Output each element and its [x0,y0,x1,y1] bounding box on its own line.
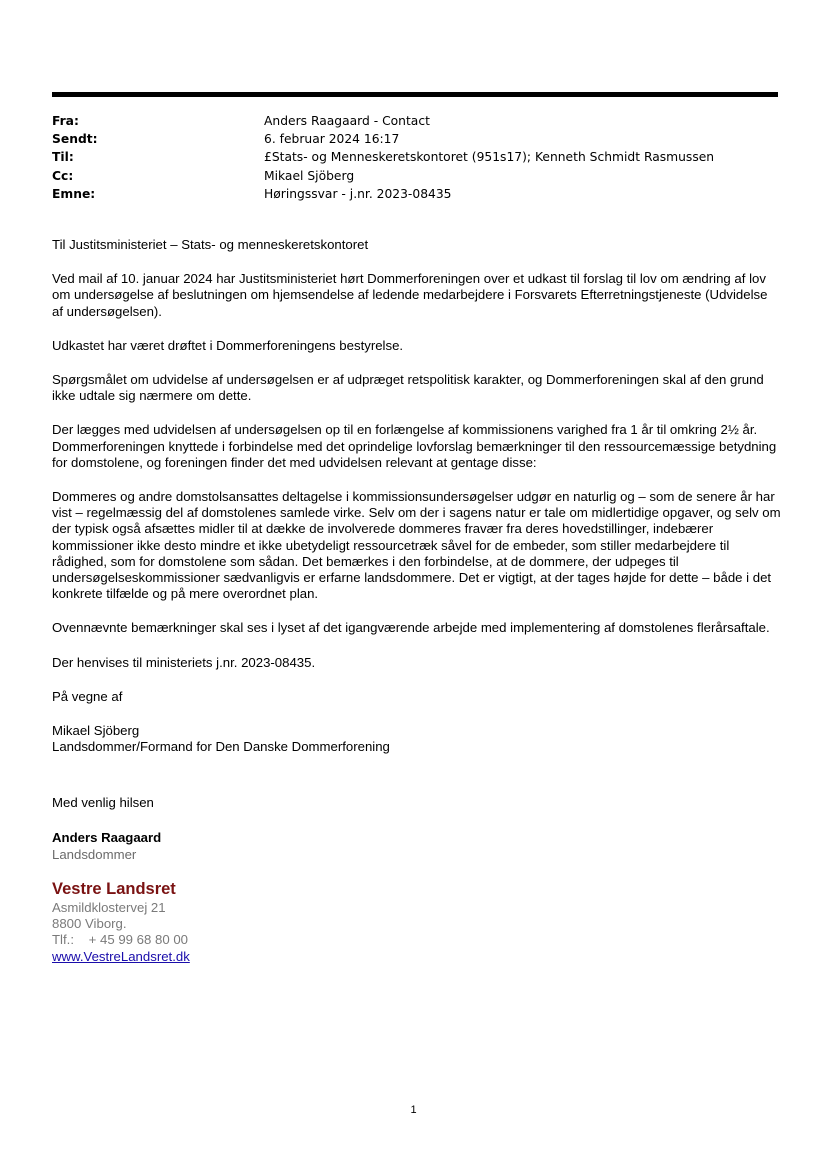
greeting: Til Justitsministeriet – Stats- og menneskeretskontoret [52,237,369,252]
from-label: Fra: [52,114,79,128]
signature-name: Anders Raagaard [52,830,162,845]
subject-value: Høringssvar - j.nr. 2023-08435 [264,186,452,201]
cc-value: Mikael Sjöberg [264,168,355,183]
header-row-sent [52,130,778,148]
cc-label: Cc: [52,168,74,183]
signature-title: Landsdommer [52,847,137,862]
from-value: Anders Raagaard - Contact [264,114,430,128]
paragraph-reference: Der henvises til ministeriets j.nr. 2023-08435. [52,654,316,670]
email-header [52,112,778,203]
sent-value: 6. februar 2024 16:17 [264,132,400,147]
address-city: 8800 Viborg. [52,916,127,932]
email-body [52,237,782,755]
header-row-to [52,148,778,166]
paragraph-board: Udkastet har været drøftet i Dommerforeningens bestyrelse. [52,337,404,353]
header-row-from [52,112,778,130]
header-rule [52,92,778,97]
header-row-subject [52,185,778,203]
on-behalf-of: På vegne af [52,688,123,704]
paragraph-resources: Dommeres og andre domstolsansattes deltagelse i kommissionsundersøgelser udgør en naturlig og – som de senere år har vist – regelmæssig del af domstolenes samlede virke. Selv om der i sagens natur er tale om midlertidige opgaver, og selv om der typisk også afsættes midler til at dække de involverede dommeres fravær fra deres hovedstillinger, indebærer kommissioner ikke desto mindre et ikke ubetydeligt ressourcetræk såvel for de embeder, som stiller medarbejdere til rådighed, som for domstolene som sådan. Det bemærkes i den forbindelse, at de dommere, der udpeges til undersøgelseskommissioner sædvanligvis er erfarne landsdommere. Det er vigtigt, at der tages højde for dette – både i det konkrete tilfælde og på mere overordnet plan. [52,489,781,602]
sent-label: Sendt: [52,132,98,147]
paragraph-hearing: Ved mail af 10. januar 2024 har Justitsministeriet hørt Dommerforeningen over et udkast til forslag til lov om ændring af lov om undersøgelse af beslutningen om hjemsendelse af ledende medarbejdere i Forsvarets Efterretningstjeneste (Udvidelse af undersøgelsen). [52,271,768,319]
address-street: Asmildklostervej 21 [52,900,166,915]
to-value: £Stats- og Menneskeretskontoret (951s17); Kenneth Schmidt Rasmussen [264,150,715,165]
signer-title: Landsdommer/Formand for Den Danske Dommerforening [52,739,390,755]
website-link[interactable]: www.VestreLandsret.dk [52,948,190,964]
paragraph-context: Ovennævnte bemærkninger skal ses i lyset af det igangværende arbejde med implementering af domstolenes flerårsaftale. [52,620,770,636]
closing-line: Med venlig hilsen [52,795,154,810]
phone-number: Tlf.: + 45 99 68 80 00 [52,932,188,948]
court-address [52,900,190,965]
header-row-cc [52,167,778,185]
to-label: Til: [52,150,74,165]
paragraph-policy: Spørgsmålet om udvidelse af undersøgelsen er af udpræget retspolitisk karakter, og Dommerforeningen skal af den grund ikke udtale sig nærmere om dette. [52,372,764,404]
subject-label: Emne: [52,186,96,201]
signer-name: Mikael Sjöberg [52,723,140,739]
page-number: 1 [410,1104,417,1116]
paragraph-extension: Der lægges med udvidelsen af undersøgelsen op til en forlængelse af kommissionens varighed fra 1 år til omkring 2½ år. Dommerforeningen knyttede i forbindelse med det oprindelige lovforslag bemærkninger til den ressourcemæssige betydning for domstolene, og foreningen finder det med udvidelsen relevant at gentage disse: [52,422,777,470]
signer-block [52,723,782,755]
court-name: Vestre Landsret [52,880,176,898]
